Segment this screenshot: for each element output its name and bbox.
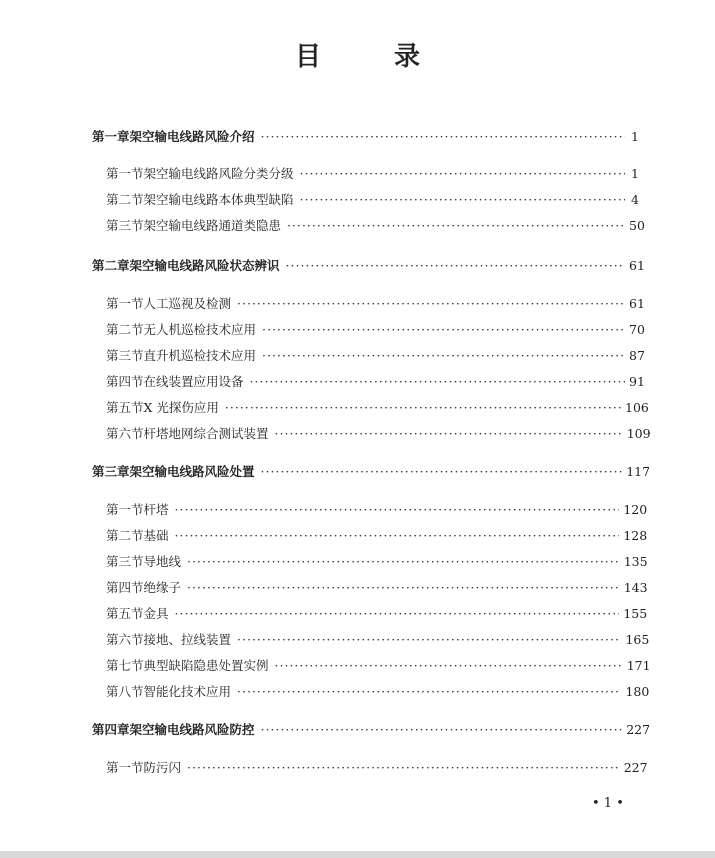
toc-section-entry — [106, 604, 648, 624]
entry-title: 架空输电线路风险防控 — [129, 722, 255, 737]
entry-title: 接地、拉线装置 — [143, 632, 232, 647]
entry-title: 架空输电线路风险处置 — [129, 464, 255, 479]
entry-page-number: 165 — [625, 632, 650, 647]
toc-section-entry — [106, 682, 650, 702]
entry-title: 在线装置应用设备 — [143, 374, 244, 389]
dot-leader — [187, 758, 620, 778]
entry-number: 第一章 — [92, 129, 130, 144]
entry-number: 第五节 — [106, 400, 144, 415]
toc-chapter-entry — [92, 127, 639, 147]
entry-page-number: 50 — [629, 218, 645, 233]
toc-chapter-entry — [92, 256, 645, 276]
entry-number: 第四节 — [106, 580, 144, 595]
dot-leader — [250, 372, 625, 392]
entry-number: 第二节 — [106, 528, 144, 543]
dot-leader — [237, 294, 625, 314]
toc-chapter-entry — [92, 720, 651, 740]
entry-number: 第五节 — [106, 606, 144, 621]
entry-title: 智能化技术应用 — [143, 684, 232, 699]
entry-page-number: 135 — [623, 554, 648, 569]
toc-section-entry — [106, 758, 648, 778]
toc-section-entry — [106, 346, 645, 366]
dot-leader — [275, 656, 623, 676]
entry-number: 第三节 — [106, 348, 144, 363]
entry-page-number: 109 — [626, 426, 651, 441]
dot-leader — [261, 127, 625, 147]
entry-page-number: 87 — [629, 348, 645, 363]
dot-leader — [286, 256, 625, 276]
entry-number: 第三节 — [106, 218, 144, 233]
entry-number: 第六节 — [106, 426, 144, 441]
entry-title: 杆塔地网综合测试装置 — [143, 426, 269, 441]
entry-page-number: 128 — [623, 528, 648, 543]
dot-leader — [225, 398, 621, 418]
toc-section-entry — [106, 424, 651, 444]
dot-leader — [300, 164, 625, 184]
entry-title: 杆塔 — [143, 502, 169, 517]
toc-section-entry — [106, 500, 648, 520]
dot-leader — [275, 424, 623, 444]
toc-section-entry — [106, 320, 645, 340]
toc-section-entry — [106, 526, 648, 546]
toc-section-entry — [106, 630, 650, 650]
entry-number: 第一节 — [106, 166, 144, 181]
entry-number: 第三章 — [92, 464, 130, 479]
entry-page-number: 70 — [629, 322, 645, 337]
entry-number: 第二章 — [92, 258, 130, 273]
entry-page-number: 1 — [631, 166, 639, 181]
entry-page-number: 227 — [626, 722, 651, 737]
dot-leader — [237, 682, 621, 702]
entry-page-number: 155 — [623, 606, 648, 621]
entry-title: 架空输电线路通道类隐患 — [143, 218, 282, 233]
entry-title: 导地线 — [143, 554, 182, 569]
entry-title: 金具 — [143, 606, 169, 621]
entry-title: 架空输电线路风险分类分级 — [143, 166, 294, 181]
entry-number: 第七节 — [106, 658, 144, 673]
entry-title: 直升机巡检技术应用 — [143, 348, 257, 363]
entry-title: 无人机巡检技术应用 — [143, 322, 257, 337]
entry-title: 防污闪 — [143, 760, 182, 775]
entry-number: 第八节 — [106, 684, 144, 699]
entry-page-number: 180 — [625, 684, 650, 699]
toc-section-entry — [106, 552, 648, 572]
entry-page-number: 61 — [629, 258, 645, 273]
entry-page-number: 4 — [631, 192, 639, 207]
entry-title: 基础 — [143, 528, 169, 543]
entry-page-number: 61 — [629, 296, 645, 311]
toc-section-entry — [106, 372, 645, 392]
entry-page-number: 91 — [629, 374, 645, 389]
entry-page-number: 120 — [623, 502, 648, 517]
dot-leader — [187, 552, 620, 572]
entry-number: 第六节 — [106, 632, 144, 647]
entry-title: 绝缘子 — [143, 580, 182, 595]
entry-page-number: 1 — [631, 129, 639, 144]
entry-number: 第二节 — [106, 322, 144, 337]
entry-page-number: 106 — [625, 400, 649, 415]
entry-page-number: 117 — [626, 464, 651, 479]
entry-number: 第四章 — [92, 722, 130, 737]
dot-leader — [262, 320, 625, 340]
entry-number: 第三节 — [106, 554, 144, 569]
dot-leader — [175, 526, 620, 546]
toc-section-entry — [106, 398, 649, 418]
toc-chapter-entry — [92, 462, 651, 482]
entry-title: 架空输电线路本体典型缺陷 — [143, 192, 294, 207]
dot-leader — [237, 630, 621, 650]
toc-section-entry — [106, 656, 651, 676]
entry-title: X 光探伤应用 — [143, 400, 219, 415]
dot-leader — [187, 578, 620, 598]
dot-leader — [262, 346, 625, 366]
toc-section-entry — [106, 216, 645, 236]
entry-title: 人工巡视及检测 — [143, 296, 232, 311]
dot-leader — [287, 216, 625, 236]
entry-page-number: 143 — [623, 580, 648, 595]
toc-section-entry — [106, 294, 645, 314]
toc-section-entry — [106, 578, 648, 598]
toc-section-entry — [106, 164, 639, 184]
dot-leader — [175, 500, 620, 520]
entry-page-number: 171 — [626, 658, 651, 673]
entry-number: 第二节 — [106, 192, 144, 207]
entry-number: 第一节 — [106, 296, 144, 311]
entry-number: 第一节 — [106, 502, 144, 517]
toc-title: 目 录 — [294, 42, 453, 72]
dot-leader — [175, 604, 620, 624]
entry-page-number: 227 — [623, 760, 648, 775]
entry-title: 典型缺陷隐患处置实例 — [143, 658, 269, 673]
entry-number: 第四节 — [106, 374, 144, 389]
entry-number: 第一节 — [106, 760, 144, 775]
toc-section-entry — [106, 190, 639, 210]
entry-title: 架空输电线路风险状态辨识 — [129, 258, 280, 273]
dot-leader — [261, 720, 623, 740]
dot-leader — [261, 462, 623, 482]
page-number-footer: • 1 • — [592, 796, 624, 811]
dot-leader — [300, 190, 625, 210]
bottom-edge — [0, 851, 715, 858]
entry-title: 架空输电线路风险介绍 — [129, 129, 255, 144]
